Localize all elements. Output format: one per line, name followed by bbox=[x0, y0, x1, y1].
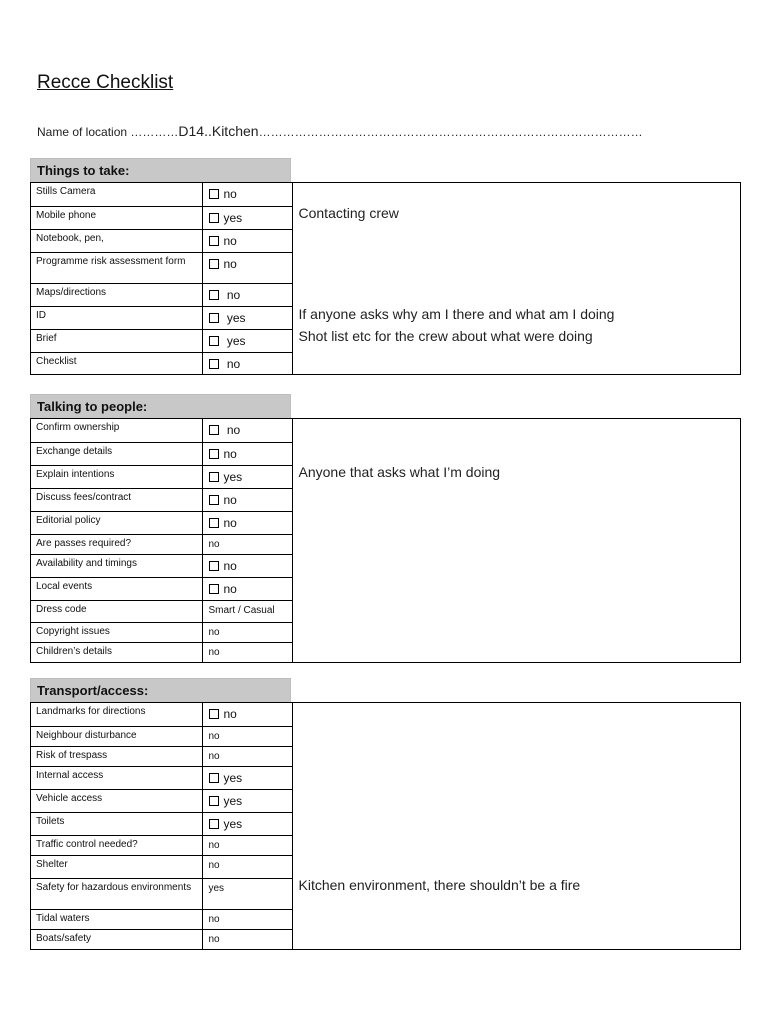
table-row bbox=[31, 488, 292, 511]
section-talking-to-people bbox=[30, 394, 741, 663]
checkbox-icon[interactable] bbox=[209, 259, 219, 269]
item-label: Copyright issues bbox=[31, 622, 202, 642]
table-row bbox=[31, 746, 292, 766]
answer-cell[interactable] bbox=[202, 600, 292, 622]
answer-cell[interactable] bbox=[202, 766, 292, 789]
section-heading: Transport/access: bbox=[30, 678, 291, 702]
table-row bbox=[31, 554, 292, 577]
table-row bbox=[31, 789, 292, 812]
item-label: Neighbour disturbance bbox=[31, 726, 202, 746]
answer-cell[interactable] bbox=[202, 726, 292, 746]
section-heading: Things to take: bbox=[30, 158, 291, 182]
table-row bbox=[31, 766, 292, 789]
answer-text: no bbox=[208, 626, 220, 638]
checkbox-icon[interactable] bbox=[209, 709, 219, 719]
section-heading: Talking to people: bbox=[30, 394, 291, 418]
answer-text: no bbox=[208, 538, 220, 550]
answer-text: no bbox=[223, 581, 237, 596]
checkbox-icon[interactable] bbox=[209, 819, 219, 829]
answer-cell[interactable] bbox=[202, 252, 292, 283]
answer-cell[interactable] bbox=[202, 622, 292, 642]
section-things-to-take bbox=[30, 158, 741, 375]
table-row bbox=[31, 929, 292, 949]
answer-cell[interactable] bbox=[202, 855, 292, 878]
checkbox-icon[interactable] bbox=[209, 518, 219, 528]
item-label: Tidal waters bbox=[31, 909, 202, 929]
checkbox-icon[interactable] bbox=[209, 472, 219, 482]
item-label: Availability and timings bbox=[31, 554, 202, 577]
answer-text: no bbox=[223, 446, 237, 461]
checkbox-icon[interactable] bbox=[209, 796, 219, 806]
table-row bbox=[31, 909, 292, 929]
answer-text: yes bbox=[223, 210, 243, 225]
table-row bbox=[31, 534, 292, 554]
answer-text: no bbox=[208, 750, 220, 762]
location-label: Name of location ………… bbox=[37, 125, 179, 139]
table-row bbox=[31, 465, 292, 488]
table-row bbox=[31, 442, 292, 465]
answer-cell[interactable] bbox=[202, 511, 292, 534]
answer-text: Smart / Casual bbox=[208, 604, 275, 616]
notes-area[interactable] bbox=[293, 703, 741, 949]
answer-cell[interactable] bbox=[202, 642, 292, 662]
table-row bbox=[31, 835, 292, 855]
checkbox-icon[interactable] bbox=[209, 290, 219, 300]
answer-cell[interactable] bbox=[202, 909, 292, 929]
note-text: If anyone asks why am I there and what am I doing bbox=[298, 306, 615, 322]
answer-cell[interactable] bbox=[202, 419, 292, 442]
table-row bbox=[31, 206, 292, 229]
answer-text: no bbox=[208, 859, 220, 871]
answer-text: yes bbox=[223, 793, 243, 808]
item-label: ID bbox=[31, 306, 202, 329]
section-body bbox=[30, 418, 741, 663]
answer-cell[interactable] bbox=[202, 929, 292, 949]
answer-text: no bbox=[223, 707, 237, 721]
note-text: Anyone that asks what I’m doing bbox=[298, 464, 501, 480]
answer-text: no bbox=[223, 558, 237, 573]
item-label: Exchange details bbox=[31, 442, 202, 465]
table-row bbox=[31, 622, 292, 642]
item-label: Confirm ownership bbox=[31, 419, 202, 442]
answer-text: no bbox=[208, 933, 220, 945]
note-text: Shot list etc for the crew about what were doing bbox=[298, 328, 593, 344]
section-body bbox=[30, 182, 741, 375]
checkbox-icon[interactable] bbox=[209, 213, 219, 223]
item-label: Traffic control needed? bbox=[31, 835, 202, 855]
checkbox-icon[interactable] bbox=[209, 359, 219, 369]
answer-text: no bbox=[223, 423, 241, 437]
checkbox-icon[interactable] bbox=[209, 773, 219, 783]
location-value[interactable]: D14..Kitchen bbox=[178, 123, 259, 139]
note-text: Kitchen environment, there shouldn’t be a fire bbox=[298, 877, 581, 893]
item-label: Boats/safety bbox=[31, 929, 202, 949]
note-text: Contacting crew bbox=[298, 205, 399, 221]
answer-cell[interactable] bbox=[202, 352, 292, 374]
location-trail: …………………………………………………………………………………… bbox=[258, 125, 643, 139]
table-row bbox=[31, 812, 292, 835]
answer-cell[interactable] bbox=[202, 703, 292, 726]
item-label: Safety for hazardous environments bbox=[31, 878, 202, 909]
answer-cell[interactable] bbox=[202, 283, 292, 306]
item-label: Checklist bbox=[31, 352, 202, 374]
answer-cell[interactable] bbox=[202, 812, 292, 835]
answer-text: yes bbox=[223, 310, 246, 325]
notes-area[interactable] bbox=[293, 419, 741, 662]
item-label: Children’s details bbox=[31, 642, 202, 662]
answer-cell[interactable] bbox=[202, 206, 292, 229]
answer-cell[interactable] bbox=[202, 229, 292, 252]
checkbox-icon[interactable] bbox=[209, 495, 219, 505]
answer-text: yes bbox=[223, 333, 246, 348]
checkbox-icon[interactable] bbox=[209, 584, 219, 594]
table-row bbox=[31, 252, 292, 283]
table-row bbox=[31, 577, 292, 600]
table-row bbox=[31, 419, 292, 442]
item-label: Notebook, pen, bbox=[31, 229, 202, 252]
answer-text: no bbox=[223, 356, 241, 371]
answer-text: no bbox=[223, 287, 241, 302]
checkbox-icon[interactable] bbox=[209, 313, 219, 323]
answer-cell[interactable] bbox=[202, 835, 292, 855]
table-row bbox=[31, 329, 292, 352]
answer-cell[interactable] bbox=[202, 306, 292, 329]
answer-text: yes bbox=[208, 882, 225, 894]
item-label: Stills Camera bbox=[31, 183, 202, 206]
checklist-table bbox=[31, 419, 293, 662]
answer-text: no bbox=[208, 913, 220, 925]
answer-text: yes bbox=[223, 770, 243, 785]
item-label: Toilets bbox=[31, 812, 202, 835]
table-row bbox=[31, 642, 292, 662]
answer-text: yes bbox=[223, 816, 243, 831]
answer-cell[interactable] bbox=[202, 488, 292, 511]
table-row bbox=[31, 703, 292, 726]
answer-cell[interactable] bbox=[202, 577, 292, 600]
item-label: Local events bbox=[31, 577, 202, 600]
answer-cell[interactable] bbox=[202, 465, 292, 488]
answer-text: no bbox=[223, 187, 237, 201]
notes-area[interactable] bbox=[293, 183, 741, 374]
answer-cell[interactable] bbox=[202, 878, 292, 909]
item-label: Landmarks for directions bbox=[31, 703, 202, 726]
table-row bbox=[31, 855, 292, 878]
item-label: Maps/directions bbox=[31, 283, 202, 306]
answer-text: no bbox=[223, 256, 237, 271]
answer-text: no bbox=[208, 646, 220, 658]
item-label: Explain intentions bbox=[31, 465, 202, 488]
item-label: Brief bbox=[31, 329, 202, 352]
item-label: Risk of trespass bbox=[31, 746, 202, 766]
answer-text: no bbox=[223, 233, 237, 248]
answer-cell[interactable] bbox=[202, 183, 292, 206]
item-label: Shelter bbox=[31, 855, 202, 878]
answer-cell[interactable] bbox=[202, 554, 292, 577]
answer-cell[interactable] bbox=[202, 789, 292, 812]
table-row bbox=[31, 878, 292, 909]
answer-cell[interactable] bbox=[202, 442, 292, 465]
checkbox-icon[interactable] bbox=[209, 189, 219, 199]
answer-text: no bbox=[223, 515, 237, 530]
page-title: Recce Checklist bbox=[37, 72, 174, 93]
item-label: Discuss fees/contract bbox=[31, 488, 202, 511]
item-label: Editorial policy bbox=[31, 511, 202, 534]
answer-text: no bbox=[208, 730, 220, 742]
item-label: Mobile phone bbox=[31, 206, 202, 229]
location-line bbox=[37, 123, 643, 139]
answer-cell[interactable] bbox=[202, 534, 292, 554]
table-row bbox=[31, 600, 292, 622]
table-row bbox=[31, 726, 292, 746]
table-row bbox=[31, 183, 292, 206]
checkbox-icon[interactable] bbox=[209, 425, 219, 435]
answer-text: no bbox=[208, 839, 220, 851]
table-row bbox=[31, 352, 292, 374]
item-label: Are passes required? bbox=[31, 534, 202, 554]
checklist-table bbox=[31, 703, 293, 949]
table-row bbox=[31, 511, 292, 534]
answer-text: yes bbox=[223, 469, 243, 484]
answer-text: no bbox=[223, 492, 237, 507]
item-label: Programme risk assessment form bbox=[31, 252, 202, 283]
table-row bbox=[31, 306, 292, 329]
answer-cell[interactable] bbox=[202, 746, 292, 766]
checkbox-icon[interactable] bbox=[209, 449, 219, 459]
item-label: Vehicle access bbox=[31, 789, 202, 812]
answer-cell[interactable] bbox=[202, 329, 292, 352]
section-transport-access bbox=[30, 678, 741, 950]
section-body bbox=[30, 702, 741, 950]
checkbox-icon[interactable] bbox=[209, 561, 219, 571]
table-row bbox=[31, 229, 292, 252]
item-label: Dress code bbox=[31, 600, 202, 622]
checkbox-icon[interactable] bbox=[209, 236, 219, 246]
checkbox-icon[interactable] bbox=[209, 336, 219, 346]
checklist-table bbox=[31, 183, 293, 374]
table-row bbox=[31, 283, 292, 306]
item-label: Internal access bbox=[31, 766, 202, 789]
